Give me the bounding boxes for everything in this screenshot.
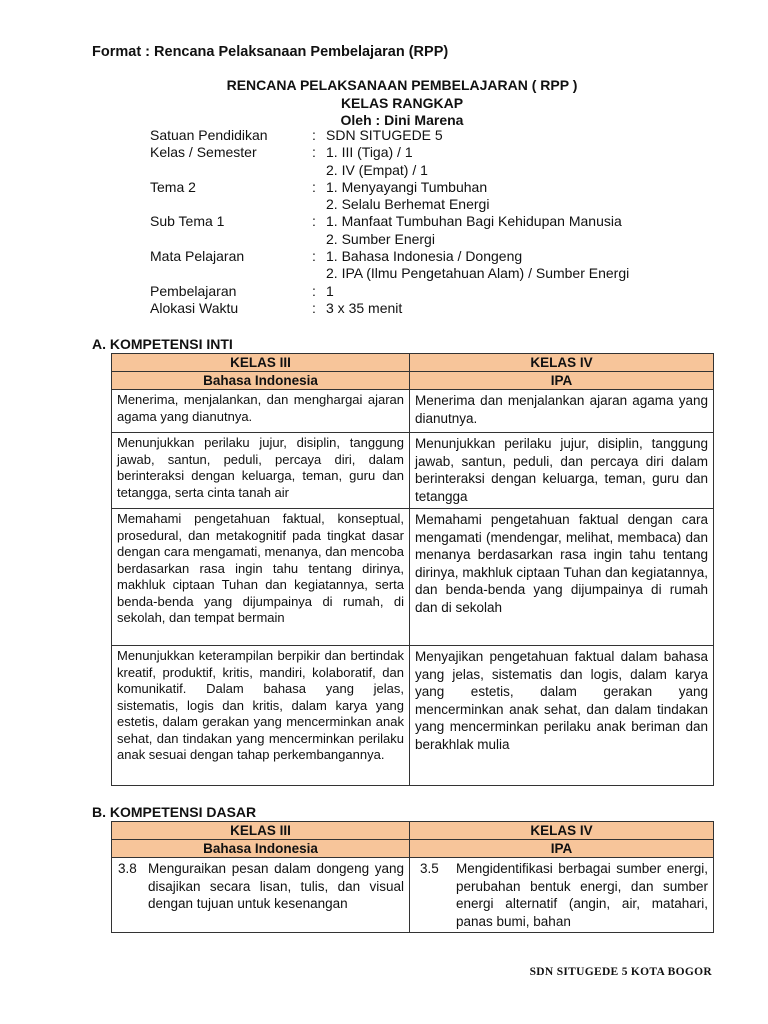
info-label: Kelas / Semester xyxy=(150,144,257,161)
table-row xyxy=(112,858,714,933)
footer-school-name: SDN SITUGEDE 5 KOTA BOGOR xyxy=(529,966,712,978)
info-colon: : xyxy=(312,144,316,161)
info-label: Sub Tema 1 xyxy=(150,213,225,230)
ki-cell-left: Memahami pengetahuan faktual, konseptual, prosedural, dan metakognitif pada tingkat dasar dengan cara mengamati, menanya, dan mencoba berdasarkan rasa ingin tahu tentang dirinya, makhluk ciptaan Tuhan dan kegiatannya, serta benda-benda yang dijumpainya di rumah, di sekolah, dan tempat bermain xyxy=(112,509,410,646)
info-values xyxy=(326,127,443,144)
format-line: Format : Rencana Pelaksanaan Pembelajaran (RPP) xyxy=(92,44,449,60)
info-value: 2. Sumber Energi xyxy=(326,230,435,247)
info-row xyxy=(150,213,629,248)
info-value: 3 x 35 menit xyxy=(326,299,403,316)
info-row xyxy=(150,283,629,300)
section-title-kd: B. KOMPETENSI DASAR xyxy=(92,804,257,820)
kd-header-kelas3: KELAS III xyxy=(112,822,410,840)
kd-text: Menguraikan pesan dalam dongeng yang disajikan secara lisan, tulis, dan visual dengan tujuan untuk kesenangan xyxy=(148,861,404,911)
kd-subject-kelas3: Bahasa Indonesia xyxy=(112,840,410,858)
info-value: 1 xyxy=(326,282,334,299)
ki-header-kelas4: KELAS IV xyxy=(410,354,714,372)
document-title-block xyxy=(0,77,768,130)
info-row xyxy=(150,179,629,214)
info-value: 2. IV (Empat) / 1 xyxy=(326,161,428,178)
info-values xyxy=(326,144,428,179)
kd-number: 3.8 xyxy=(118,861,137,876)
ki-cell-left: Menerima, menjalankan, dan menghargai ajaran agama yang dianutnya. xyxy=(112,390,410,433)
ki-cell-right: Menerima dan menjalankan ajaran agama yang dianutnya. xyxy=(410,390,714,433)
ki-cell-right: Menunjukkan perilaku jujur, disiplin, tanggung jawab, santun, peduli, dan percaya diri dalam berinteraksi dengan keluarga, teman, guru dan tetangga xyxy=(410,433,714,509)
info-colon: : xyxy=(312,299,316,316)
ki-subject-kelas3: Bahasa Indonesia xyxy=(112,372,410,390)
info-values xyxy=(326,300,402,317)
ki-header-kelas3: KELAS III xyxy=(112,354,410,372)
info-label: Pembelajaran xyxy=(150,282,237,299)
info-colon: : xyxy=(312,248,316,265)
kd-number: 3.5 xyxy=(420,861,439,876)
ki-cell-left: Menunjukkan keterampilan berpikir dan bertindak kreatif, produktif, kritis, mandiri, kolaboratif, dan komunikatif. Dalam bahasa yang jelas, sistematis, logis dan kritis, dalam karya yang estetis, dalam gerakan yang mencerminkan anak sehat, dan tindakan yang mencerminkan perilaku anak sesuai dengan tahap perkembangannya. xyxy=(112,646,410,786)
ki-cell-left: Menunjukkan perilaku jujur, disiplin, tanggung jawab, santun, peduli, percaya diri, dalam berinteraksi dengan keluarga, teman, guru dan tetangga, serta cinta tanah air xyxy=(112,433,410,509)
info-value: 2. IPA (Ilmu Pengetahuan Alam) / Sumber Energi xyxy=(326,265,630,282)
ki-subject-kelas4: IPA xyxy=(410,372,714,390)
document-title: RENCANA PELAKSANAAN PEMBELAJARAN ( RPP ) xyxy=(226,77,578,93)
ki-cell-right: Memahami pengetahuan faktual dengan cara mengamati (mendengar, melihat, membaca) dan menanya berdasarkan rasa ingin tahu tentang dirinya, makhluk ciptaan Tuhan dan kegiatannya, dan benda-benda yang dijumpainya di rumah dan di sekolah xyxy=(410,509,714,646)
ki-cell-right: Menyajikan pengetahuan faktual dalam bahasa yang jelas, sistematis dan logis, dalam karya yang estetis, dalam gerakan yang mencerminkan anak sehat, dan dalam tindakan yang mencerminkan perilaku anak beriman dan berakhlak mulia xyxy=(410,646,714,786)
document-subtitle: KELAS RANGKAP xyxy=(340,94,464,111)
info-value: 1. Bahasa Indonesia / Dongeng xyxy=(326,248,523,265)
info-colon: : xyxy=(312,127,316,143)
info-colon: : xyxy=(312,178,316,195)
info-label: Tema 2 xyxy=(150,178,196,195)
info-value: 1. Manfaat Tumbuhan Bagi Kehidupan Manusia xyxy=(326,213,622,230)
kd-table xyxy=(111,821,714,933)
info-values xyxy=(326,213,622,248)
identity-info-block xyxy=(150,127,629,317)
info-colon: : xyxy=(312,213,316,230)
info-row xyxy=(150,248,629,283)
table-row xyxy=(112,509,714,646)
table-row xyxy=(112,646,714,786)
kd-subject-kelas4: IPA xyxy=(410,840,714,858)
section-title-ki: A. KOMPETENSI INTI xyxy=(92,336,233,352)
table-row xyxy=(112,390,714,433)
info-value: 1. Menyayangi Tumbuhan xyxy=(326,178,488,195)
info-row xyxy=(150,127,629,144)
info-row xyxy=(150,300,629,317)
info-value: SDN SITUGEDE 5 xyxy=(326,127,443,143)
info-value: 2. Selalu Berhemat Energi xyxy=(326,196,490,213)
info-label: Alokasi Waktu xyxy=(150,299,239,316)
ki-table xyxy=(111,353,714,786)
table-row xyxy=(112,433,714,509)
info-row xyxy=(150,144,629,179)
info-values xyxy=(326,248,629,283)
kd-text: Mengidentifikasi berbagai sumber energi, perubahan bentuk energi, dan sumber energi alternatif (angin, air, matahari, panas bumi, bahan xyxy=(456,861,708,929)
info-colon: : xyxy=(312,282,316,299)
document-author: Oleh : Dini Marena xyxy=(340,112,464,128)
kd-cell-left xyxy=(112,858,410,933)
info-values xyxy=(326,283,334,300)
info-values xyxy=(326,179,489,214)
info-value: 1. III (Tiga) / 1 xyxy=(326,144,413,161)
info-label: Mata Pelajaran xyxy=(150,248,245,265)
kd-header-kelas4: KELAS IV xyxy=(410,822,714,840)
kd-cell-right xyxy=(410,858,714,933)
info-label: Satuan Pendidikan xyxy=(150,127,268,143)
